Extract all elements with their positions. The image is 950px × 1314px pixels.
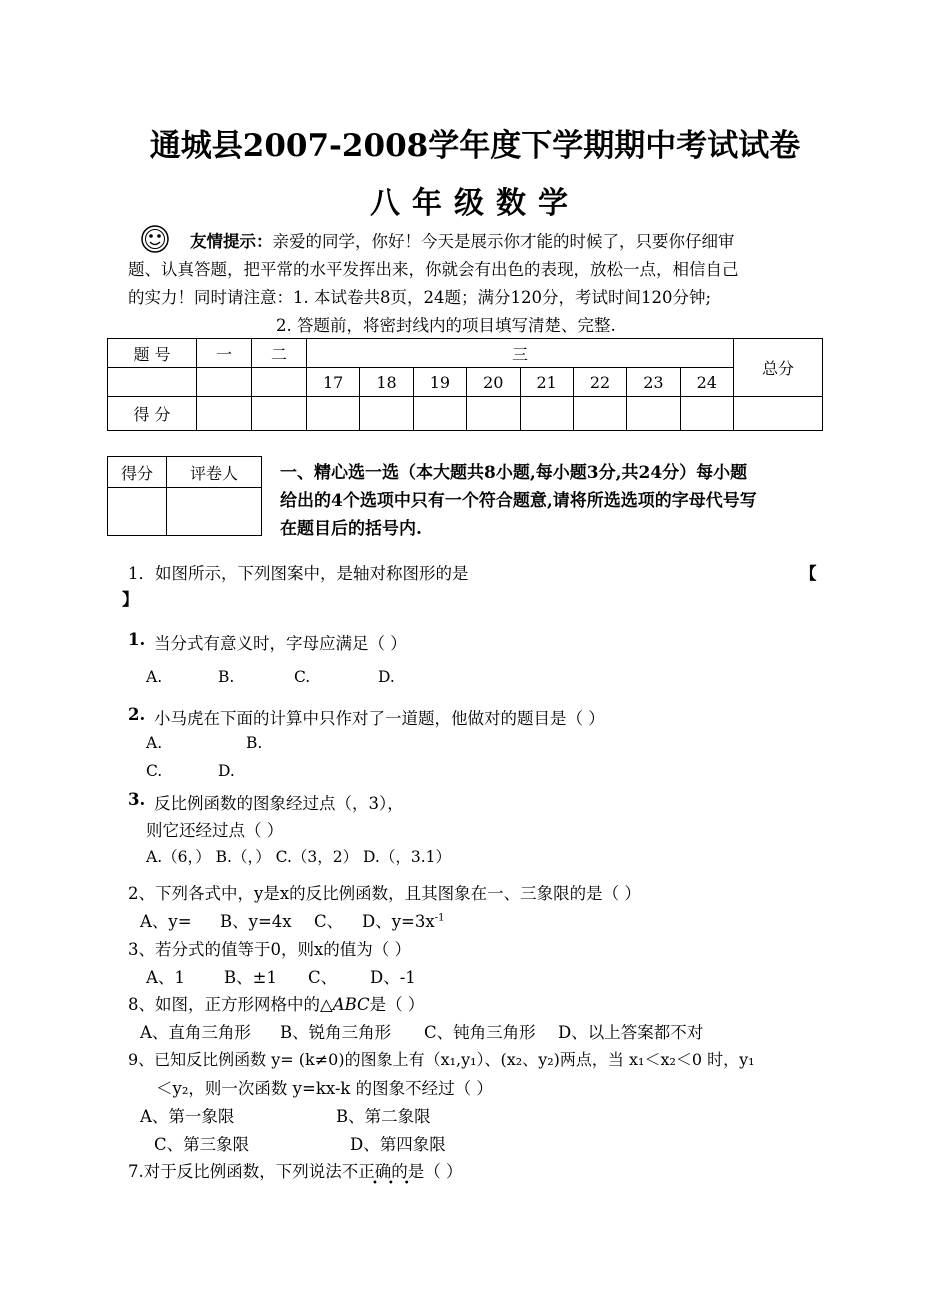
grader-label: 评卷人 [167, 457, 262, 488]
section-1-heading-line-1: 一、精心选一选（本大题共8小题,每小题3分,共24分）每小题 [280, 463, 748, 483]
question-5-text: 3、若分式的值等于0，则x的值为（ ） [128, 940, 412, 959]
section-3-header: 三 [307, 339, 734, 368]
blank-cell [108, 368, 197, 397]
question-number: 19 [413, 368, 466, 397]
exam-subtitle: 八年级数学 [370, 186, 580, 221]
option-b: B. [246, 734, 263, 752]
option-a: A、1 [146, 968, 185, 987]
option-c: C、 [314, 912, 344, 931]
section-1-heading-line-2: 给出的4个选项中只有一个符合题意,请将所选选项的字母代号写 [280, 491, 757, 511]
tip-line-3: 的实力！同时请注意：1. 本试卷共8页，24题；满分120分，考试时间120分钟; [128, 288, 712, 307]
question-number: 18 [360, 368, 413, 397]
option-a: A. [146, 668, 163, 686]
score-cell[interactable] [520, 397, 573, 431]
grader-box [107, 456, 262, 536]
question-4-text: 2、下列各式中，y是x的反比例函数，且其图象在一、三象限的是（ ） [128, 884, 641, 903]
option-a: A、第一象限 [140, 1107, 235, 1126]
question-2-text: 小马虎在下面的计算中只作对了一道题，他做对的题目是（ ） [154, 709, 605, 728]
option-b: B、锐角三角形 [280, 1023, 392, 1042]
section-2-header: 二 [252, 339, 307, 368]
question-number: 21 [520, 368, 573, 397]
question-1-text: 当分式有意义时，字母应满足（ ） [154, 634, 407, 653]
option-d: D. [378, 668, 395, 686]
question-6-post: 是（ ） [369, 995, 425, 1014]
question-number: 22 [573, 368, 626, 397]
option-d: D. [218, 762, 235, 780]
option-d-text: D、y=3x [362, 912, 435, 931]
option-b: B. [218, 668, 235, 686]
smiley-icon [140, 224, 170, 254]
header-label: 题 号 [108, 339, 197, 368]
question-number: 20 [467, 368, 520, 397]
option-d: D、以上答案都不对 [558, 1023, 704, 1042]
score-cell[interactable] [573, 397, 626, 431]
question-7-line-2: ＜y₂，则一次函数 y=kx-k 的图象不经过（ ） [156, 1079, 493, 1098]
option-b: B、y=4x [220, 912, 292, 931]
tip-label: 友情提示： [190, 232, 273, 251]
option-d: D、-1 [370, 968, 416, 987]
question-number: 24 [680, 368, 733, 397]
option-c: C. [294, 668, 311, 686]
option-d [362, 908, 444, 932]
tip-line-2: 题、认真答题，把平常的水平发挥出来，你就会有出色的表现，放松一点，相信自己 [128, 260, 739, 279]
question-8-text: 7.对于反比例函数，下列说法不正确的是（ ） [128, 1162, 463, 1181]
option-a: A、y= [140, 912, 192, 931]
question-a: 1．如图所示，下列图案中，是轴对称图形的是 [128, 564, 469, 583]
score-cell[interactable] [680, 397, 733, 431]
total-header: 总分 [734, 339, 823, 397]
question-3-options: A.（6，） B.（，） C.（3，2） D.（，3.1） [146, 848, 451, 866]
question-1-number: 1. [128, 630, 146, 649]
grader-name-cell[interactable] [167, 488, 262, 536]
question-3-number: 3. [128, 790, 146, 809]
option-b: B、第二象限 [336, 1107, 431, 1126]
question-6-pre: 8、如图，正方形网格中的△ [128, 995, 333, 1014]
option-a: A. [146, 734, 163, 752]
grader-score-cell[interactable] [108, 488, 167, 536]
score-cell[interactable] [197, 397, 252, 431]
score-cell[interactable] [627, 397, 680, 431]
question-6-text [128, 991, 424, 1015]
score-cell[interactable] [307, 397, 360, 431]
option-b: B、±1 [224, 968, 277, 987]
option-c: C. [146, 762, 163, 780]
option-c: C、 [308, 968, 338, 987]
question-2-number: 2. [128, 705, 146, 724]
score-cell[interactable] [413, 397, 466, 431]
score-label: 得 分 [108, 397, 197, 431]
answer-bracket-close: 】 [122, 590, 139, 609]
triangle-name: ABC [332, 995, 370, 1014]
question-3-text-2: 则它还经过点（ ） [146, 821, 284, 840]
exponent: -1 [434, 912, 445, 924]
question-3-text: 反比例函数的图象经过点（，3）， [154, 794, 404, 813]
blank-cell [252, 368, 307, 397]
option-c: C、钝角三角形 [424, 1023, 536, 1042]
emphasis-dots: ••• [372, 1178, 420, 1189]
tip-line-1 [190, 228, 735, 256]
exam-title: 通城县2007-2008学年度下学期期中考试试卷 [149, 128, 801, 164]
question-number: 23 [627, 368, 680, 397]
score-cell[interactable] [734, 397, 823, 431]
question-7-line-1: 9、已知反比例函数 y= (k≠0)的图象上有（x₁,y₁）、(x₂、y₂)两点，当 x₁＜x₂＜0 时，y₁ [128, 1050, 755, 1069]
option-c: C、第三象限 [154, 1135, 250, 1154]
tip-line-4: 2. 答题前，将密封线内的项目填写清楚、完整. [276, 316, 616, 335]
blank-cell [197, 368, 252, 397]
section-1-heading-line-3: 在题目后的括号内. [280, 519, 422, 539]
score-table [107, 338, 823, 431]
answer-bracket-open: 【 [800, 564, 817, 583]
score-cell[interactable] [467, 397, 520, 431]
tip-text-1: 亲爱的同学，你好！今天是展示你才能的时候了，只要你仔细审 [272, 232, 735, 251]
section-1-header: 一 [197, 339, 252, 368]
option-a: A、直角三角形 [140, 1023, 251, 1042]
question-number: 17 [307, 368, 360, 397]
grader-score-label: 得分 [108, 457, 167, 488]
option-d: D、第四象限 [350, 1135, 446, 1154]
score-cell[interactable] [252, 397, 307, 431]
score-cell[interactable] [360, 397, 413, 431]
